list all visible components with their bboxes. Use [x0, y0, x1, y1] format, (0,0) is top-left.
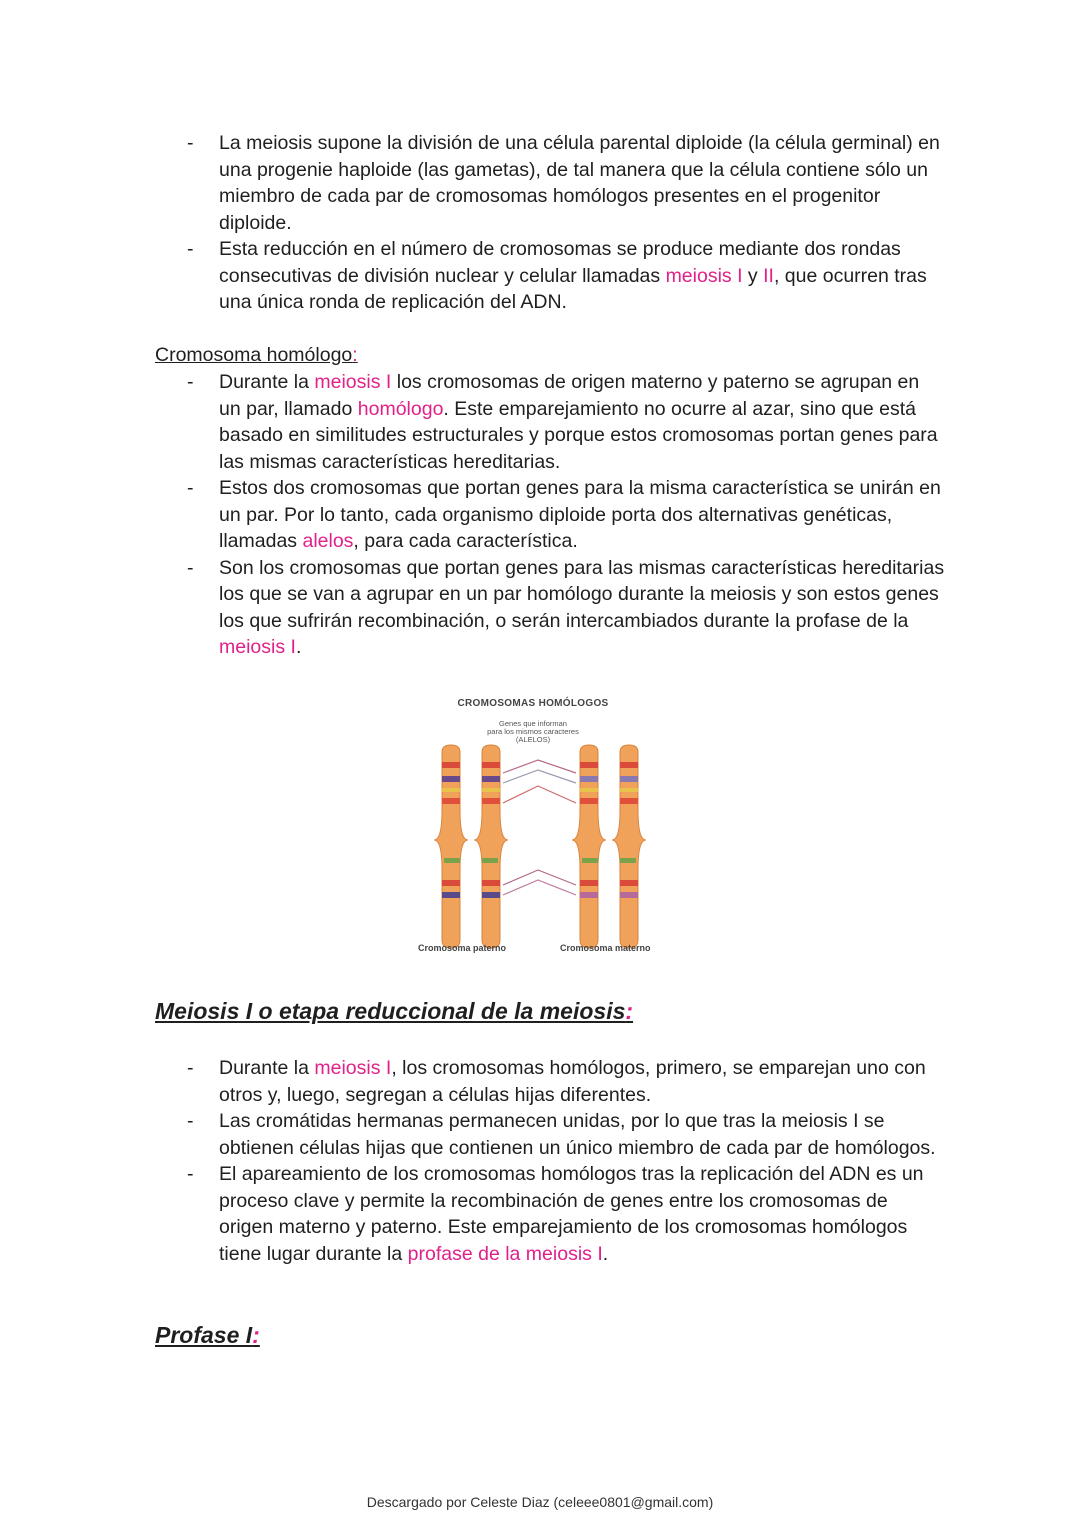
list-item: - Durante la meiosis I los cromosomas de origen materno y paterno se agrupan en un par, llamado homólogo. Este emparejamiento no ocurre al azar, sino que está basado en similitudes estructurales y porque estos cromosomas portan genes para las mismas características hereditarias. — [187, 371, 938, 473]
list-item: - Son los cromosomas que portan genes para las mismas características hereditarias los que se van a agrupar en un par homólogo durante la meiosis y son estos genes los que sufrirán recombinación, o serán intercambiados durante la profase de la meiosis I. — [187, 556, 945, 658]
allele-link-line — [503, 880, 576, 895]
paternal-chromosome — [434, 745, 508, 948]
homologo-list — [155, 369, 945, 661]
allele-link-line — [503, 870, 576, 885]
list-item: - Esta reducción en el número de cromosomas se produce mediante dos rondas consecutivas de división nuclear y celular llamadas meiosis I y II, que ocurren tras una única ronda de replicación del ADN. — [187, 238, 927, 313]
list-item: - Durante la meiosis I, los cromosomas homólogos, primero, se emparejan uno con otros y, luego, segregan a células hijas diferentes. — [187, 1057, 926, 1106]
highlight-term: meiosis I — [314, 371, 392, 393]
download-footer: Descargado por Celeste Diaz (celeee0801@gmail.com) — [366, 1494, 714, 1510]
bullet-dash: - — [187, 132, 194, 154]
list-item: - Estos dos cromosomas que portan genes para la misma característica se unirán en un par. Por lo tanto, cada organismo diploide porta dos alternativas genéticas, llamadas alelos, para cada característica. — [187, 477, 941, 552]
highlight-term: meiosis I — [665, 264, 743, 287]
highlight-term: homólogo — [357, 397, 444, 420]
list-item: - La meiosis supone la división de una célula parental diploide (la célula germinal) en una progenie haploide (las gametas), de tal manera que la célula contiene sólo un miembro de cada par de cromosomas homólogos presentes en el progenitor diploide. — [187, 132, 940, 234]
list-item: - El apareamiento de los cromosomas homólogos tras la replicación del ADN es un proceso clave y permite la recombinación de genes entre los cromosomas de origen materno y paterno. Este emparejamiento de los cromosomas homólogos tiene lugar durante la profase de la meiosis I. — [187, 1163, 924, 1265]
section-heading-meiosis-i: Meiosis I o etapa reduccional de la meiosis: — [155, 998, 634, 1024]
bullet-dash: - — [187, 1110, 194, 1132]
bullet-dash: - — [187, 477, 194, 499]
bullet-dash: - — [187, 556, 194, 579]
figure-subtitle: Genes que informan para los mismos caracteres (ALELOS) — [487, 719, 579, 744]
bullet-dash: - — [187, 1057, 194, 1079]
label-maternal: Cromosoma materno — [560, 943, 651, 953]
list-item: - Las cromátidas hermanas permanecen unidas, por lo que tras la meiosis I se obtienen células hijas que contienen un único miembro de cada par de homólogos. — [187, 1110, 936, 1159]
maternal-chromosome — [572, 745, 646, 948]
bullet-dash: - — [187, 1163, 194, 1185]
highlight-term: alelos — [302, 530, 354, 552]
allele-link-line — [503, 770, 576, 783]
subheading-cromosoma-homologo: Cromosoma homólogo: — [155, 344, 358, 366]
meiosis-i-list — [155, 1055, 945, 1267]
section-heading-profase-i: Profase I: — [155, 1322, 260, 1348]
highlight-term: profase de la meiosis I — [407, 1242, 603, 1265]
allele-link-line — [503, 786, 576, 803]
highlight-term: II — [763, 264, 774, 287]
bullet-dash: - — [187, 371, 194, 393]
homologous-chromosomes-figure — [408, 690, 668, 965]
label-paternal: Cromosoma paterno — [418, 943, 507, 953]
intro-list — [155, 130, 945, 316]
figure-title: CROMOSOMAS HOMÓLOGOS — [457, 698, 609, 709]
highlight-term: meiosis I — [314, 1057, 392, 1079]
highlight-term: meiosis I — [219, 636, 296, 658]
bullet-dash: - — [187, 238, 194, 260]
